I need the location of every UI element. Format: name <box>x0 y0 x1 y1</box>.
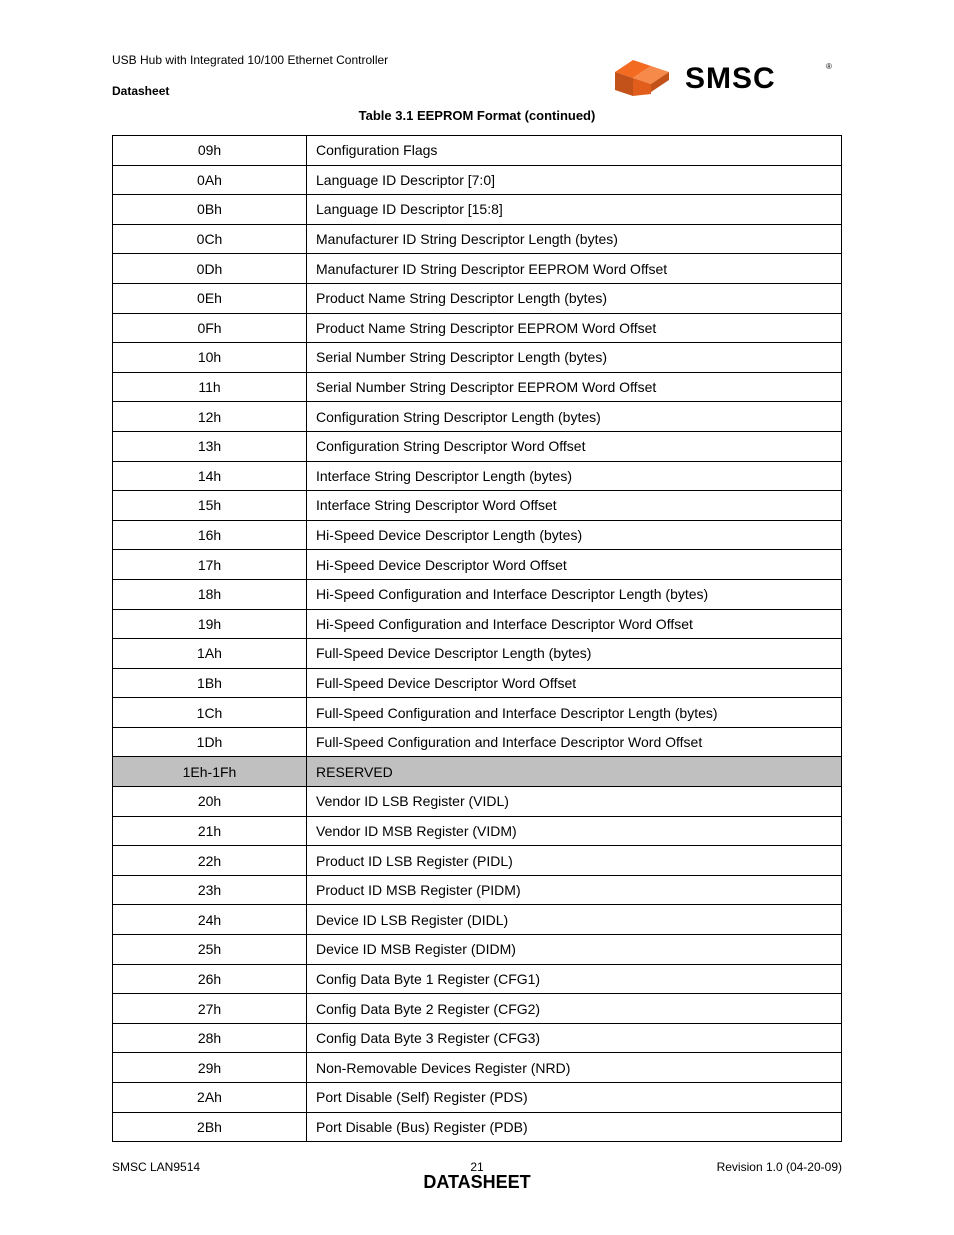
table-row <box>113 491 842 521</box>
address-cell: 29h <box>113 1053 307 1083</box>
address-cell: 17h <box>113 550 307 580</box>
description-cell: Product Name String Descriptor EEPROM Word Offset <box>307 313 842 343</box>
table-row <box>113 698 842 728</box>
address-cell: 18h <box>113 579 307 609</box>
table-row <box>113 964 842 994</box>
address-cell: 1Eh-1Fh <box>113 757 307 787</box>
address-cell: 22h <box>113 846 307 876</box>
address-cell: 1Ch <box>113 698 307 728</box>
table-row <box>113 343 842 373</box>
description-cell: Vendor ID LSB Register (VIDL) <box>307 787 842 817</box>
address-cell: 0Eh <box>113 283 307 313</box>
description-cell: Serial Number String Descriptor EEPROM Word Offset <box>307 372 842 402</box>
table-row <box>113 195 842 225</box>
description-cell: Hi-Speed Device Descriptor Length (bytes) <box>307 520 842 550</box>
description-cell: Hi-Speed Configuration and Interface Descriptor Length (bytes) <box>307 579 842 609</box>
eeprom-format-table <box>112 135 842 1142</box>
table-row <box>113 1053 842 1083</box>
description-cell: Language ID Descriptor [15:8] <box>307 195 842 225</box>
table-row <box>113 816 842 846</box>
address-cell: 23h <box>113 875 307 905</box>
logo-wordmark: SMSC <box>685 62 776 95</box>
table-row <box>113 1083 842 1113</box>
description-cell: Manufacturer ID String Descriptor Length (bytes) <box>307 224 842 254</box>
address-cell: 19h <box>113 609 307 639</box>
document-subtitle: Datasheet <box>112 84 170 98</box>
description-cell: Hi-Speed Device Descriptor Word Offset <box>307 550 842 580</box>
footer-doc-type: DATASHEET <box>423 1172 531 1192</box>
table-caption: Table 3.1 EEPROM Format (continued) <box>358 108 596 123</box>
registered-mark: ® <box>826 62 832 71</box>
address-cell: 1Dh <box>113 727 307 757</box>
logo-mark-icon <box>615 60 669 96</box>
address-cell: 1Ah <box>113 639 307 669</box>
description-cell: Non-Removable Devices Register (NRD) <box>307 1053 842 1083</box>
table-row <box>113 313 842 343</box>
address-cell: 12h <box>113 402 307 432</box>
address-cell: 11h <box>113 372 307 402</box>
table-row <box>113 668 842 698</box>
address-cell: 0Fh <box>113 313 307 343</box>
table-row <box>113 579 842 609</box>
description-cell: Port Disable (Self) Register (PDS) <box>307 1083 842 1113</box>
footer-revision: Revision 1.0 (04-20-09) <box>716 1160 842 1174</box>
table-row <box>113 550 842 580</box>
description-cell: Language ID Descriptor [7:0] <box>307 165 842 195</box>
table-row <box>113 283 842 313</box>
address-cell: 2Ah <box>113 1083 307 1113</box>
description-cell: Device ID MSB Register (DIDM) <box>307 935 842 965</box>
description-cell: Vendor ID MSB Register (VIDM) <box>307 816 842 846</box>
description-cell: RESERVED <box>307 757 842 787</box>
description-cell: Config Data Byte 2 Register (CFG2) <box>307 994 842 1024</box>
table-row <box>113 639 842 669</box>
document-title: USB Hub with Integrated 10/100 Ethernet Controller <box>112 53 389 67</box>
address-cell: 1Bh <box>113 668 307 698</box>
description-cell: Full-Speed Configuration and Interface Descriptor Word Offset <box>307 727 842 757</box>
table-row <box>113 727 842 757</box>
address-cell: 10h <box>113 343 307 373</box>
table-row <box>113 994 842 1024</box>
description-cell: Configuration Flags <box>307 136 842 166</box>
footer-product: SMSC LAN9514 <box>112 1160 201 1174</box>
table-row <box>113 461 842 491</box>
smsc-logo <box>613 56 838 98</box>
address-cell: 2Bh <box>113 1112 307 1142</box>
description-cell: Configuration String Descriptor Length (bytes) <box>307 402 842 432</box>
table-row <box>113 609 842 639</box>
description-cell: Config Data Byte 1 Register (CFG1) <box>307 964 842 994</box>
description-cell: Config Data Byte 3 Register (CFG3) <box>307 1023 842 1053</box>
table-row <box>113 402 842 432</box>
address-cell: 26h <box>113 964 307 994</box>
description-cell: Hi-Speed Configuration and Interface Descriptor Word Offset <box>307 609 842 639</box>
description-cell: Full-Speed Configuration and Interface Descriptor Length (bytes) <box>307 698 842 728</box>
address-cell: 28h <box>113 1023 307 1053</box>
description-cell: Full-Speed Device Descriptor Length (bytes) <box>307 639 842 669</box>
table-row <box>113 372 842 402</box>
table-row <box>113 1023 842 1053</box>
address-cell: 15h <box>113 491 307 521</box>
table-row <box>113 254 842 284</box>
address-cell: 14h <box>113 461 307 491</box>
address-cell: 21h <box>113 816 307 846</box>
table-row <box>113 935 842 965</box>
table-row <box>113 875 842 905</box>
table-row <box>113 136 842 166</box>
description-cell: Port Disable (Bus) Register (PDB) <box>307 1112 842 1142</box>
description-cell: Product ID LSB Register (PIDL) <box>307 846 842 876</box>
description-cell: Interface String Descriptor Length (bytes) <box>307 461 842 491</box>
table-row <box>113 1112 842 1142</box>
description-cell: Serial Number String Descriptor Length (bytes) <box>307 343 842 373</box>
table-row <box>113 846 842 876</box>
address-cell: 16h <box>113 520 307 550</box>
table-row <box>113 905 842 935</box>
description-cell: Full-Speed Device Descriptor Word Offset <box>307 668 842 698</box>
address-cell: 09h <box>113 136 307 166</box>
address-cell: 0Bh <box>113 195 307 225</box>
description-cell: Configuration String Descriptor Word Offset <box>307 431 842 461</box>
address-cell: 27h <box>113 994 307 1024</box>
description-cell: Manufacturer ID String Descriptor EEPROM Word Offset <box>307 254 842 284</box>
address-cell: 20h <box>113 787 307 817</box>
address-cell: 0Dh <box>113 254 307 284</box>
page-number: 21 <box>470 1160 484 1174</box>
description-cell: Product ID MSB Register (PIDM) <box>307 875 842 905</box>
address-cell: 25h <box>113 935 307 965</box>
address-cell: 13h <box>113 431 307 461</box>
table-row <box>113 431 842 461</box>
table-row <box>113 224 842 254</box>
table-row-reserved <box>113 757 842 787</box>
table-row <box>113 165 842 195</box>
table-row <box>113 787 842 817</box>
address-cell: 24h <box>113 905 307 935</box>
address-cell: 0Ah <box>113 165 307 195</box>
table-row <box>113 520 842 550</box>
description-cell: Product Name String Descriptor Length (bytes) <box>307 283 842 313</box>
address-cell: 0Ch <box>113 224 307 254</box>
description-cell: Device ID LSB Register (DIDL) <box>307 905 842 935</box>
description-cell: Interface String Descriptor Word Offset <box>307 491 842 521</box>
